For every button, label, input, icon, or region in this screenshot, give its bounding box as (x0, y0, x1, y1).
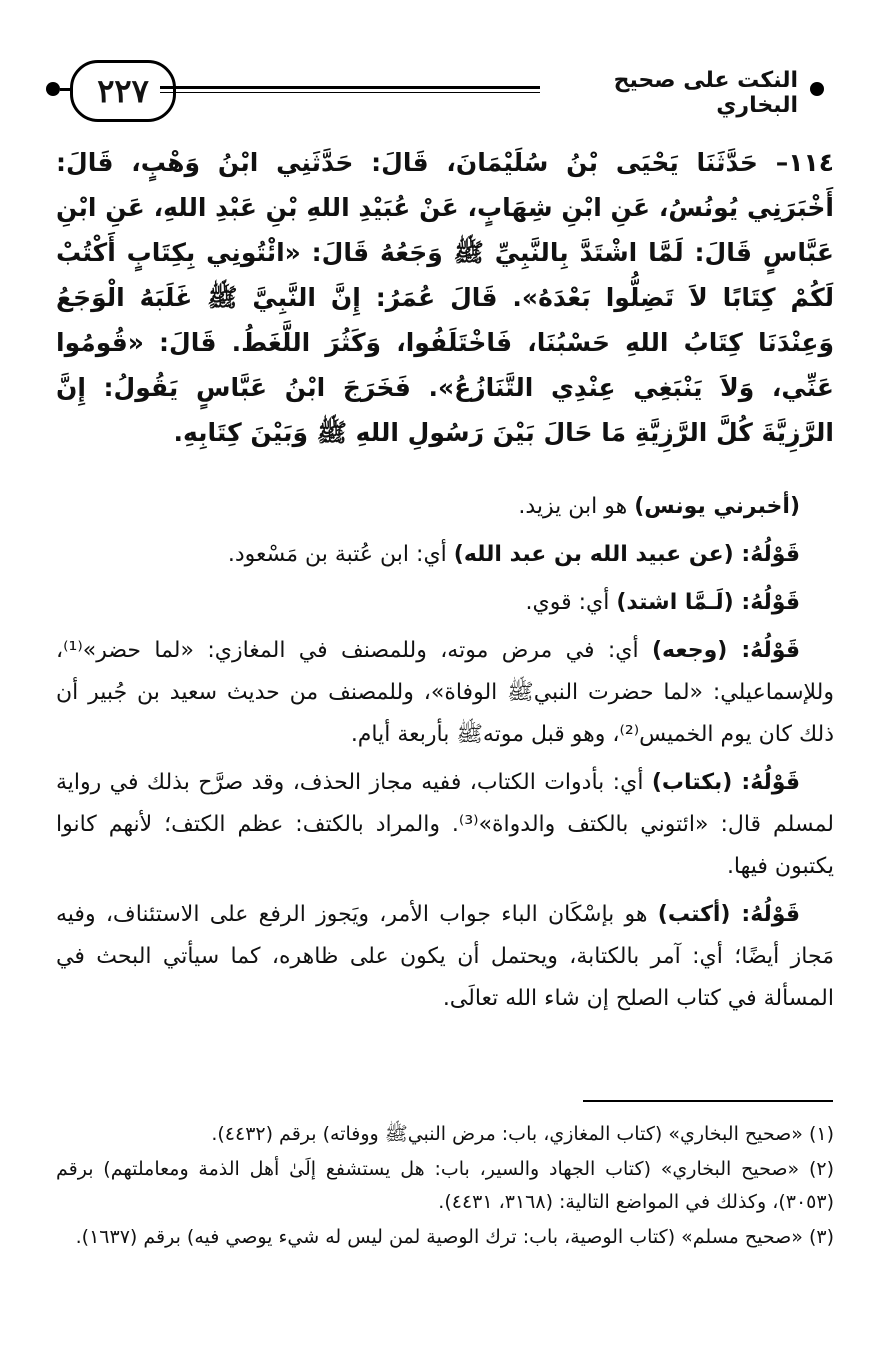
commentary-lead: قَوْلُهُ: (عن عبيد الله بن عبد الله) (453, 542, 800, 567)
running-title: النكت على صحيح البخاري (613, 68, 798, 118)
hadith-body: – حَدَّثَنَا يَحْيَى بْنُ سُلَيْمَانَ، قَالَ: حَدَّثَنِي ابْنُ وَهْبٍ، قَالَ: أَخْبَرَنِي يُونُسُ، عَنِ ابْنِ شِهَابٍ، عَنْ عُبَيْدِ اللهِ بْنِ عَبْدِ اللهِ، عَنِ ابْنِ عَبَّاسٍ قَالَ: لَمَّا اشْتَدَّ بِالنَّبِيِّ ﷺ وَجَعُهُ قَالَ: «ائْتُونِي بِكِتَابٍ أَكْتُبْ لَكُمْ كِتَابًا لاَ تَضِلُّوا بَعْدَهُ». قَالَ عُمَرُ: إِنَّ النَّبِيَّ ﷺ غَلَبَهُ الْوَجَعُ وَعِنْدَنَا كِتَابُ اللهِ حَسْبُنَا، فَاخْتَلَفُوا، وَكَثُرَ اللَّغَطُ. قَالَ: «قُومُوا عَنِّي، وَلاَ يَنْبَغِي عِنْدِي التَّنَازُعُ». فَخَرَجَ ابْنُ عَبَّاسٍ يَقُولُ: إِنَّ الرَّزِيَّةَ كُلَّ الرَّزِيَّةِ مَا حَالَ بَيْنَ رَسُولِ اللهِ ﷺ وَبَيْنَ كِتَابِهِ. (56, 148, 834, 447)
footnote: (٢) «صحيح البخاري» (كتاب الجهاد والسير، باب: هل يستشفع إلَىٰ أهل الذمة ومعاملتهم) برقم (٣٠٥٣)، وكذلك في المواضع التالية: (٣١٦٨، ٤٤٣١). (56, 1158, 834, 1213)
page-number: ٢٢٧ (70, 60, 176, 122)
commentary-lead: قَوْلُهُ: (بكتاب) (651, 770, 800, 795)
footnotes (56, 1118, 834, 1256)
footnote: (٣) «صحيح مسلم» (كتاب الوصية، باب: ترك الوصية لمن ليس له شيء يوصي فيه) برقم (١٦٣٧). (75, 1226, 834, 1248)
commentary-paragraph (56, 486, 834, 528)
commentary-text: هو ابن يزيد. (518, 494, 635, 519)
commentary-lead: (أخبرني يونس) (634, 494, 800, 519)
commentary-lead: قَوْلُهُ: (وجعه) (651, 638, 800, 663)
commentary-text: هو بإسْكَان الباء جواب الأمر، ويَجوز الرفع على الاستئناف، وفيه مَجاز أيضًا؛ أي: آمر بالكتابة، ويحتمل أن يكون على ظاهره، كما سيأتي البحث في المسألة في كتاب الصلح إن شاء الله تعالَى. (56, 902, 834, 1011)
commentary-paragraph (56, 894, 834, 1020)
commentary-text: أي: بأدوات الكتاب، ففيه مجاز الحذف، وقد صرَّح بذلك في رواية لمسلم قال: «ائتوني بالكتف والدواة»⁽³⁾. والمراد بالكتف: عظم الكتف؛ لأنهم كانوا يكتبون فيها. (56, 770, 834, 879)
commentary-paragraph (56, 630, 834, 756)
commentary-text: أي: ابن عُتبة بن مَسْعود. (227, 542, 454, 567)
commentary-lead: قَوْلُهُ: (لَـمَّا اشتد) (616, 590, 800, 615)
commentary-paragraph (56, 762, 834, 888)
commentary-text: أي: قوي. (525, 590, 617, 615)
hadith-text (56, 140, 834, 455)
header-rule-thin (160, 92, 540, 93)
footnote-separator (583, 1100, 833, 1102)
header-right-dot (810, 82, 824, 96)
page-header (40, 60, 840, 120)
commentary-paragraph (56, 534, 834, 576)
header-rule (160, 86, 540, 89)
commentary-lead: قَوْلُهُ: (أكتب) (657, 902, 800, 927)
footnote: (١) «صحيح البخاري» (كتاب المغازي، باب: مرض النبيﷺ ووفاته) برقم (٤٤٣٢). (211, 1123, 834, 1145)
commentary (56, 486, 834, 1026)
hadith-number: ١١٤ (788, 148, 834, 177)
header-left-dot (46, 82, 60, 96)
commentary-text: أي: في مرض موته، وللمصنف في المغازي: «لما حضر»⁽¹⁾، وللإسماعيلي: «لما حضرت النبيﷺ الوفاة»، وللمصنف من حديث سعيد بن جُبير أن ذلك كان يوم الخميس⁽²⁾، وهو قبل موتهﷺ بأربعة أيام. (56, 638, 834, 747)
commentary-paragraph (56, 582, 834, 624)
